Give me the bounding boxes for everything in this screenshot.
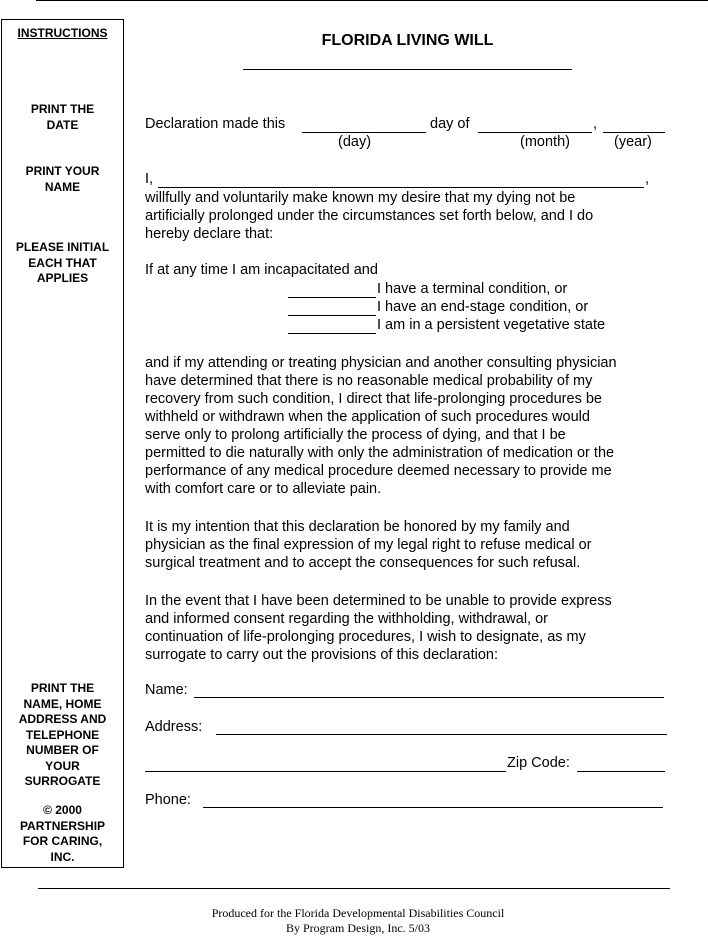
initial-blank-vegetative[interactable] [288,333,376,334]
year-blank[interactable] [603,132,665,133]
surrogate-phone-field[interactable] [203,807,663,808]
instruction-surrogate: PRINT THE NAME, HOME ADDRESS AND TELEPHONE NUMBER OF YOUR SURROGATE [18,681,107,788]
title-underline [243,69,572,70]
initial-blank-end-stage[interactable] [288,315,376,316]
surrogate-name-label: Name: [145,682,188,698]
day-of-text: day of [430,116,470,132]
directive-paragraph: and if my attending or treating physician and another consulting physician have determined that there is no reasonable medical probability of my recovery from such condition, I direct that life-prolonging procedures be withheld or withdrawn when the application of such procedures would serve only to prolong artificially the process of dying, and that I be permitted to die naturally with only the administration of medication or the performance of any medical procedure deemed necessary to provide me with comfort care or to alleviate pain. [145,355,617,497]
surrogate-zip-label: Zip Code: [507,755,570,771]
footer-rule [38,888,670,889]
month-blank[interactable] [478,132,592,133]
instructions-sidebar [1,19,124,868]
condition-end-stage: I have an end-stage condition, or [377,299,589,315]
top-rule [36,0,708,1]
date-comma: , [593,116,598,132]
footer-line-2: By Program Design, Inc. 5/03 [286,921,430,935]
day-label: (day) [338,134,372,150]
instruction-print-name: PRINT YOUR NAME [25,164,100,194]
declaration-prefix: Declaration made this [145,116,286,132]
copyright-notice: © 2000 PARTNERSHIP FOR CARING, INC. [19,803,106,864]
condition-terminal: I have a terminal condition, or [377,281,568,297]
month-label: (month) [520,134,570,150]
conditions-intro: If at any time I am incapacitated and [145,262,378,278]
form-title: FLORIDA LIVING WILL [321,32,494,49]
surrogate-address-field[interactable] [216,734,667,735]
surrogate-name-field[interactable] [194,697,664,698]
instruction-initial: PLEASE INITIAL EACH THAT APPLIES [15,240,110,285]
intention-paragraph: It is my intention that this declaration be honored by my family and physician as the final expression of my legal right to refuse medical or surgical treatment and to accept the consequences for such refusal. [145,519,592,571]
surrogate-address-label: Address: [145,719,203,735]
surrogate-paragraph: In the event that I have been determined to be unable to provide express and informed consent regarding the withholding, withdrawal, or continuation of life-prolonging procedures, I wish to designate, as my surrogate to carry out the provisions of this declaration: [145,593,612,663]
instructions-heading: INSTRUCTIONS [17,26,108,40]
name-suffix: , [645,171,650,187]
surrogate-phone-label: Phone: [145,792,191,808]
declarant-name-blank[interactable] [158,187,644,188]
footer-line-1: Produced for the Florida Developmental Disabilities Council [211,906,505,920]
surrogate-address-line2-field[interactable] [145,771,506,772]
year-label: (year) [614,134,652,150]
name-prefix: I, [145,171,154,187]
declaration-intro-text: willfully and voluntarily make known my desire that my dying not be artificially prolonged under the circumstances set forth below, and I do hereby declare that: [145,190,594,242]
condition-vegetative: I am in a persistent vegetative state [377,317,606,333]
surrogate-zip-field[interactable] [577,771,665,772]
initial-blank-terminal[interactable] [288,297,376,298]
day-blank[interactable] [302,132,426,133]
instruction-print-date: PRINT THE DATE [30,102,95,132]
